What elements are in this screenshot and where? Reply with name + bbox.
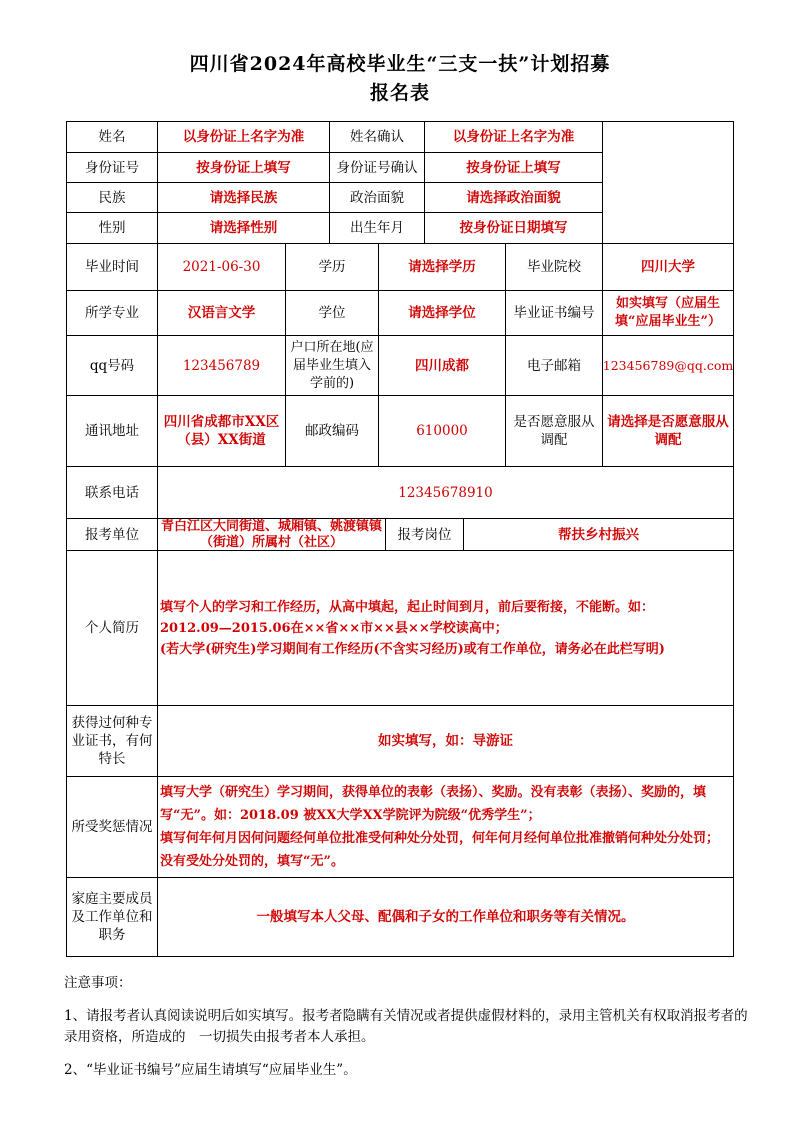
graduation-time-field[interactable]: 2021-06-30 [158,244,286,291]
id-number-confirm-label: 身份证号确认 [330,153,425,183]
id-number-field[interactable]: 按身份证上填写 [158,153,330,183]
certificate-number-field[interactable]: 如实填写（应届生填“应届毕业生”） [603,291,733,336]
adjustment-select[interactable]: 请选择是否愿意服从调配 [603,396,733,467]
awards-field[interactable] [158,777,733,878]
post-label: 报考岗位 [386,519,464,551]
name-label: 姓名 [67,122,158,153]
name-field[interactable]: 以身份证上名字为准 [158,122,330,153]
hukou-label: 户口所在地(应届毕业生填入学前的) [286,336,379,396]
adjustment-label: 是否愿意服从调配 [506,396,603,467]
political-status-label: 政治面貌 [330,183,425,213]
school-label: 毕业院校 [506,244,603,291]
post-field[interactable]: 帮扶乡村振兴 [464,519,733,551]
postcode-field[interactable]: 610000 [379,396,506,467]
resume-line: 2012.09—2015.06在××省××市××县××学校读高中； [160,620,508,636]
birth-date-label: 出生年月 [330,213,425,244]
family-label: 家庭主要成员及工作单位和职务 [67,878,158,956]
political-status-select[interactable]: 请选择政治面貌 [425,183,603,213]
registration-form-table [66,121,734,957]
certificates-field[interactable]: 如实填写，如：导游证 [158,706,733,777]
photo-area[interactable] [603,122,733,244]
degree-label: 学位 [286,291,379,336]
id-number-label: 身份证号 [67,153,158,183]
birth-date-field[interactable]: 按身份证日期填写 [425,213,603,244]
name-confirm-label: 姓名确认 [330,122,425,153]
family-field[interactable]: 一般填写本人父母、配偶和子女的工作单位和职务等有关情况。 [256,909,635,925]
education-label: 学历 [286,244,379,291]
gender-select[interactable]: 请选择性别 [158,213,330,244]
resume-field[interactable] [158,551,733,706]
major-label: 所学专业 [67,291,158,336]
graduation-time-label: 毕业时间 [67,244,158,291]
certificates-label: 获得过何种专业证书，有何特长 [67,706,158,777]
gender-label: 性别 [67,213,158,244]
awards-paragraph: 填写大学（研究生）学习期间，获得单位的表彰（表扬）、奖励。没有表彰（表扬）、奖励的，填写“无”。如：2018.09 被XX大学XX学院评为院级“优秀学生”； [160,785,707,823]
phone-label: 联系电话 [67,467,158,519]
form-title: 四川省2024年高校毕业生“三支一扶”计划招募 [189,53,611,75]
resume-label: 个人简历 [67,551,158,706]
address-field[interactable]: 四川省成都市XX区（县）XX街道 [158,396,286,467]
major-field[interactable]: 汉语言文学 [158,291,286,336]
resume-line: (若大学(研究生)学习期间有工作经历(不含实习经历)或有工作单位，请务必在此栏写明) [160,641,665,657]
note-item-2: 2、“毕业证书编号”应届生请填写“应届毕业生”。 [64,1062,357,1078]
postcode-label: 邮政编码 [286,396,379,467]
email-field[interactable]: 123456789@qq.com [603,336,733,396]
unit-field[interactable]: 青白江区大同街道、城厢镇、姚渡镇镇（街道）所属村（社区） [158,519,386,551]
address-label: 通讯地址 [67,396,158,467]
name-confirm-field[interactable]: 以身份证上名字为准 [425,122,603,153]
school-field[interactable]: 四川大学 [603,244,733,291]
phone-field[interactable]: 12345678910 [158,467,733,519]
ethnicity-label: 民族 [67,183,158,213]
ethnicity-select[interactable]: 请选择民族 [158,183,330,213]
qq-field[interactable]: 123456789 [158,336,286,396]
email-label: 电子邮箱 [506,336,603,396]
resume-line: 填写个人的学习和工作经历，从高中填起，起止时间到月，前后要衔接，不能断。如： [160,599,655,615]
id-number-confirm-field[interactable]: 按身份证上填写 [425,153,603,183]
awards-label: 所受奖惩情况 [67,777,158,878]
form-subtitle: 报名表 [369,82,430,104]
awards-paragraph: 填写何年何月因何问题经何单位批准受何种处分处罚，何年何月经何单位批准撤销何种处分处罚；没有受处分处罚的，填写“无”。 [160,831,720,869]
qq-label: qq号码 [67,336,158,396]
hukou-field[interactable]: 四川成都 [379,336,506,396]
unit-label: 报考单位 [67,519,158,551]
note-item-1: 1、请报考者认真阅读说明后如实填写。报考者隐瞒有关情况或者提供虚假材料的，录用主管机关有权取消报考者的录用资格，所造成的 一切损失由报考者本人承担。 [64,1008,748,1045]
notes-heading: 注意事项： [64,975,132,991]
degree-select[interactable]: 请选择学位 [379,291,506,336]
education-select[interactable]: 请选择学历 [379,244,506,291]
certificate-number-label: 毕业证书编号 [506,291,603,336]
